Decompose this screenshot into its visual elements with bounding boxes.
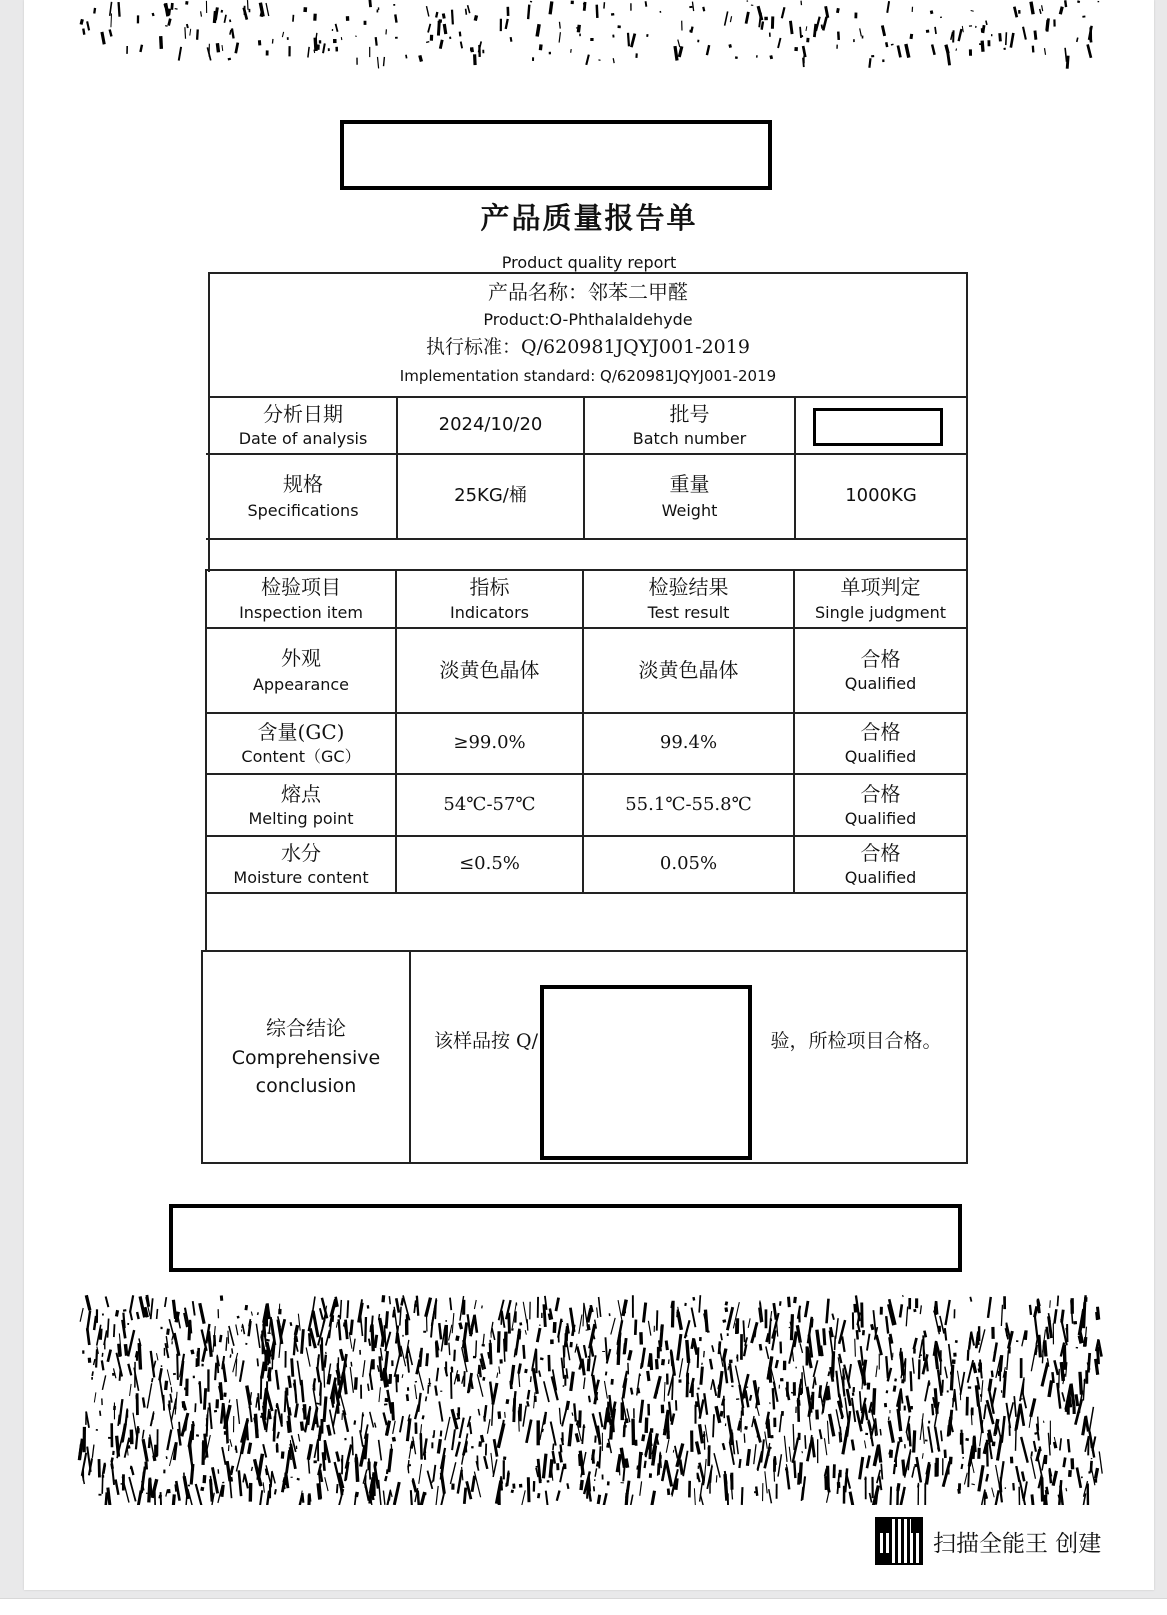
table-row-result: 淡黄色晶体 xyxy=(638,658,739,682)
next-page-edge xyxy=(0,1598,1167,1615)
qr-code-icon xyxy=(875,1517,923,1565)
redacted-stamp xyxy=(540,985,752,1160)
header-result: 检验结果 Test result xyxy=(647,575,730,622)
scan-noise-bottom xyxy=(24,1275,1154,1505)
weight-value: 1000KG xyxy=(845,485,917,507)
table-row-result: 55.1℃-55.8℃ xyxy=(625,793,752,815)
date-value: 2024/10/20 xyxy=(438,414,543,436)
redacted-company-name xyxy=(340,120,772,190)
conclusion-text-start: 该样品按 Q/ xyxy=(433,1030,539,1053)
table-row-result: 99.4% xyxy=(659,732,718,754)
header-item: 检验项目 Inspection item xyxy=(239,575,363,622)
batch-label: 批号 Batch number xyxy=(632,402,747,448)
table-row-item: 外观 Appearance xyxy=(252,646,350,694)
table-row-indicator: ≥99.0% xyxy=(453,732,526,754)
scan-noise-top xyxy=(24,0,1154,70)
header-indicator: 指标 Indicators xyxy=(449,575,530,622)
scanner-text: 扫描全能王 创建 xyxy=(933,1530,1102,1557)
table-row-indicator: 54℃-57℃ xyxy=(443,793,536,815)
scanner-watermark xyxy=(875,1517,1101,1565)
title-english: Product quality report xyxy=(501,253,677,272)
date-label: 分析日期 Date of analysis xyxy=(238,402,368,448)
redacted-batch-number xyxy=(813,408,943,446)
table-row-indicator: 淡黄色晶体 xyxy=(439,658,540,682)
conclusion-text-end: 验，所检项目合格。 xyxy=(770,1030,942,1053)
table-row-result: 0.05% xyxy=(659,853,718,875)
title-chinese: 产品质量报告单 xyxy=(480,201,698,235)
product-name-cn: 产品名称：邻苯二甲醛 xyxy=(488,279,688,304)
standard-en: Implementation standard: Q/620981JQYJ001-2019 xyxy=(399,366,777,385)
table-row-judgment: 合格 Qualified xyxy=(844,720,917,766)
table-row-indicator: ≤0.5% xyxy=(459,853,520,875)
redacted-signature xyxy=(169,1204,962,1272)
table-row-judgment: 合格 Qualified xyxy=(844,841,917,887)
table-row-item: 含量(GC) Content（GC） xyxy=(241,720,361,766)
product-name-en: Product:O-Phthalaldehyde xyxy=(483,310,693,329)
table-row-item: 熔点 Melting point xyxy=(248,781,354,828)
standard-cn: 执行标准：Q/620981JQYJ001-2019 xyxy=(426,336,750,359)
document-page xyxy=(24,0,1154,1590)
table-row-item: 水分 Moisture content xyxy=(233,841,369,887)
table-row-judgment: 合格 Qualified xyxy=(844,781,917,828)
conclusion-label: 综合结论 Comprehensive conclusion xyxy=(231,1015,381,1097)
spec-value: 25KG/桶 xyxy=(454,485,527,507)
spec-label: 规格 Specifications xyxy=(247,472,359,520)
header-judgment: 单项判定 Single judgment xyxy=(814,575,946,622)
table-row-judgment: 合格 Qualified xyxy=(844,647,917,693)
weight-label: 重量 Weight xyxy=(661,472,718,520)
